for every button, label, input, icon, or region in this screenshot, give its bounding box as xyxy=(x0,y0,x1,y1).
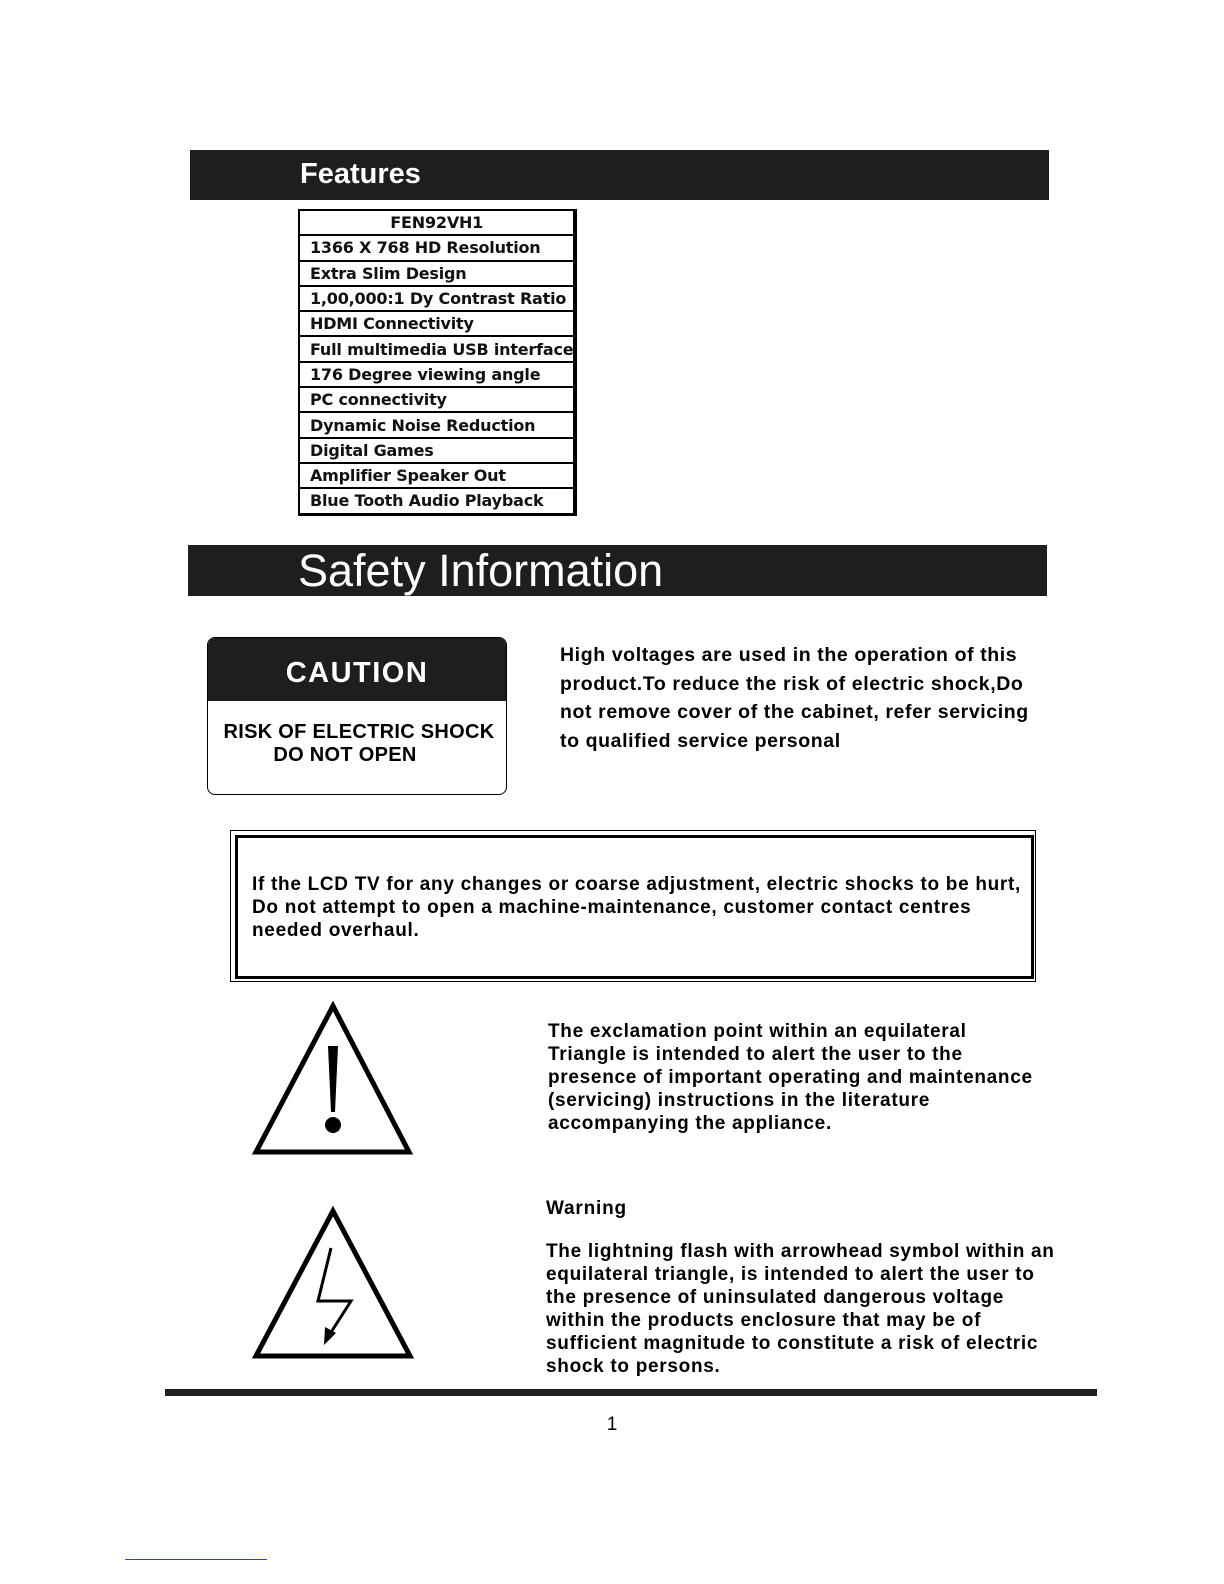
table-row xyxy=(299,210,575,235)
features-heading-bar xyxy=(190,150,1049,200)
lightning-triangle-icon xyxy=(250,1205,416,1361)
table-row xyxy=(299,311,575,336)
safety-heading-bar xyxy=(188,545,1047,596)
feature-item: 1366 X 768 HD Resolution xyxy=(299,235,575,260)
caution-risk-line: RISK OF ELECTRIC SHOCK xyxy=(223,721,495,743)
features-heading: Features xyxy=(300,158,421,190)
feature-item: Amplifier Speaker Out xyxy=(299,463,575,488)
page-number: 1 xyxy=(606,1414,618,1435)
safety-heading: Safety Information xyxy=(298,545,664,596)
table-row xyxy=(299,362,575,387)
feature-item: HDMI Connectivity xyxy=(299,311,575,336)
warning-title: Warning xyxy=(546,1198,627,1219)
feature-item: PC connectivity xyxy=(299,387,575,412)
table-row xyxy=(299,488,575,514)
exclamation-triangle-icon xyxy=(250,1000,416,1156)
feature-item: 176 Degree viewing angle xyxy=(299,362,575,387)
caution-do-not-open-line: DO NOT OPEN xyxy=(273,744,417,766)
table-row xyxy=(299,463,575,488)
caution-label xyxy=(207,637,507,795)
feature-item: Extra Slim Design xyxy=(299,261,575,286)
table-row xyxy=(299,336,575,361)
table-row xyxy=(299,286,575,311)
footer-rule xyxy=(165,1389,1097,1396)
table-row xyxy=(299,235,575,260)
table-row xyxy=(299,261,575,286)
caution-title: CAUTION xyxy=(208,638,506,701)
feature-item: Dynamic Noise Reduction xyxy=(299,412,575,437)
high-voltage-text: High voltages are used in the operation of this product.To reduce the risk of electric shock,Do not remove cover of the cabinet, refer servicing to qualified service personal xyxy=(560,644,1029,752)
model-number: FEN92VH1 xyxy=(299,210,575,235)
feature-item: Full multimedia USB interface xyxy=(299,336,575,361)
table-row xyxy=(299,438,575,463)
feature-item: Blue Tooth Audio Playback xyxy=(299,488,575,514)
table-row xyxy=(299,387,575,412)
corner-line xyxy=(125,1559,267,1560)
feature-item: Digital Games xyxy=(299,438,575,463)
warning-text: The lightning flash with arrowhead symbol within an equilateral triangle, is intended to alert the user to the presence of uninsulated dangerous voltage within the products enclosure that may be of sufficient magnitude to constitute a risk of electric shock to persons. xyxy=(546,1241,1055,1377)
feature-item: 1,00,000:1 Dy Contrast Ratio xyxy=(299,286,575,311)
features-table xyxy=(298,209,577,516)
lcd-notice-text: If the LCD TV for any changes or coarse adjustment, electric shocks to be hurt, Do not attempt to open a machine-maintenance, customer contact centres needed overhaul. xyxy=(252,874,1022,941)
table-row xyxy=(299,412,575,437)
exclamation-explanation-text: The exclamation point within an equilateral Triangle is intended to alert the user to the presence of important operating and maintenance (servicing) instructions in the literature accompanying the appliance. xyxy=(548,1021,1033,1134)
